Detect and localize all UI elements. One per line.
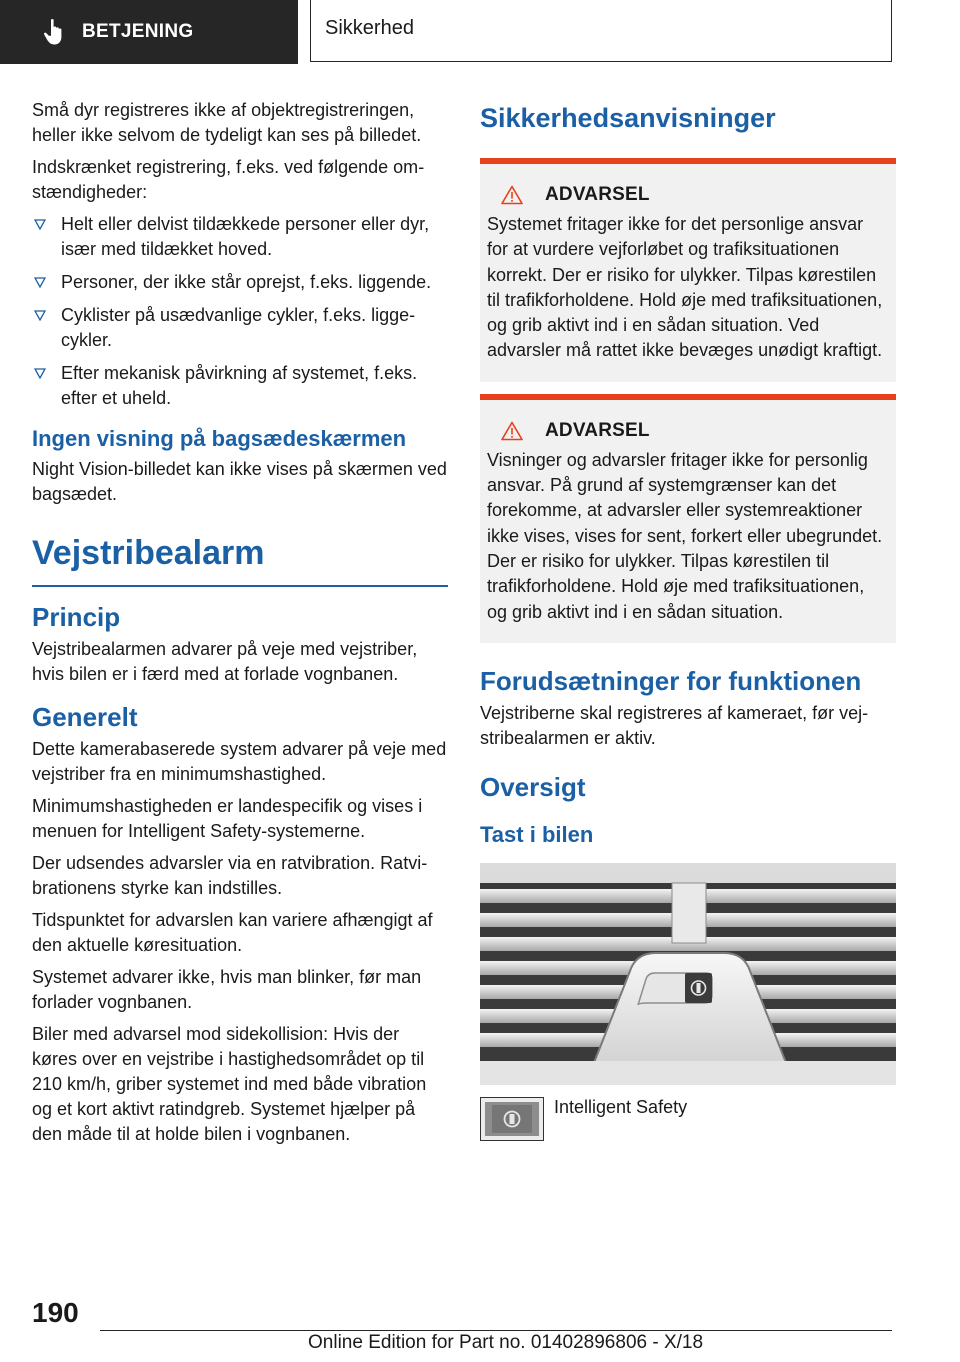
list-item: Personer, der ikke står oprejst, f.eks. liggende.	[32, 270, 448, 295]
warning-text: Systemet fritager ikke for det personlige ansvar for at vurdere vejforløbet og trafiksituationen korrekt. Der er risiko for ulykker. Tilpas kørestilen til trafikforholdene. Hold øje med trafiksituationen, og grib aktivt ind i en sådan situation. Ved advarsler må rattet ikke bevæges unødigt kraftigt.	[487, 214, 883, 361]
bullet-list	[32, 212, 448, 411]
list-item: Helt eller delvist tildækkede personer eller dyr, især med tildækket hoved.	[32, 212, 448, 262]
paragraph: Små dyr registreres ikke af objektregistreringen, heller ikke selvom de tydeligt kan ses på billedet.	[32, 100, 422, 145]
heading-general: Generelt	[32, 702, 138, 732]
paragraph: Minimumshastigheden er landespecifik og vises i menuen for Intelligent Safety-systemerne.	[32, 796, 423, 841]
warning-box	[480, 158, 896, 382]
photo-legend	[480, 1097, 896, 1141]
paragraph: Der udsendes advarsler via en ratvibration. Ratvibrationens styrke kan indstilles.	[32, 853, 428, 898]
paragraph: Dette kamerabaserede system advarer på veje med vejstriber fra en minimumshastighed.	[32, 739, 447, 784]
paragraph: Tidspunktet for advarslen kan variere afhængigt af den aktuelle køresituation.	[32, 910, 433, 955]
intelligent-safety-button-icon	[480, 1097, 544, 1141]
triangle-bullet-icon	[34, 368, 46, 379]
heading-overview: Oversigt	[480, 771, 586, 802]
warning-title: ADVARSEL	[545, 419, 650, 441]
left-column	[32, 98, 448, 1154]
list-item: Cyklister på usædvanlige cykler, f.eks. liggecykler.	[32, 303, 448, 353]
warning-title: ADVARSEL	[545, 184, 650, 205]
dashboard-button-photo	[480, 863, 896, 1085]
legend-label: Intelligent Safety	[554, 1096, 688, 1117]
footer-edition-text: Online Edition for Part no. 01402896806 - X/18	[308, 1332, 704, 1353]
paragraph: Systemet advarer ikke, hvis man blinker, før man forlader vognbanen.	[32, 967, 422, 1012]
paragraph: Indskrænket registrering, f.eks. ved følgende omstændigheder:	[32, 157, 425, 202]
subheading-rear-display: Ingen visning på bagsædeskærmen	[32, 426, 407, 451]
triangle-bullet-icon	[34, 310, 46, 321]
heading-principle: Princip	[32, 602, 121, 632]
paragraph: Biler med advarsel mod sidekollision: Hvis der køres over en vejstribe i hastighedsområdet op til 210 km/h, griber systemet ind med både vibration og et kort aktivt ratindgreb. Systemet hjælper på den måde til at holde bilen i vognbanen.	[32, 1024, 427, 1144]
heading-prerequisites: Forudsætninger for funktionen	[480, 665, 862, 696]
footer-divider	[100, 1330, 892, 1331]
chapter-title-box	[310, 0, 892, 62]
right-column	[480, 98, 896, 1141]
paragraph: Vejstribealarmen advarer på veje med vejstriber, hvis bilen er i færd med at forlade vognbanen.	[32, 639, 418, 684]
warning-box	[480, 394, 896, 643]
section-title: BETJENING	[82, 21, 194, 42]
triangle-bullet-icon	[34, 277, 46, 288]
warning-text: Visninger og advarsler fritager ikke for personlig ansvar. På grund af systemgrænser kan det forekomme, at advarsler eller systemreaktioner ikke vises, vises for sent, forkert eller ubegrundet. Der er risiko for ulykker. Tilpas kørestilen til trafikforholdene. Hold øje med trafiksituationen, og grib aktivt ind i en sådan situation.	[487, 449, 883, 622]
paragraph: Vejstriberne skal registreres af kameraet, før vejstribealarmen er aktiv.	[480, 702, 869, 748]
triangle-bullet-icon	[34, 219, 46, 230]
list-item: Efter mekanisk påvirkning af systemet, f.eks. efter et uheld.	[32, 361, 448, 411]
page-number: 190	[32, 1297, 79, 1328]
header-section-tab	[0, 0, 298, 64]
section-heading-lane-departure: Vejstribealarm	[32, 533, 448, 587]
paragraph: Night Vision-billedet kan ikke vises på skærmen ved bagsædet.	[32, 459, 447, 504]
warning-triangle-icon	[501, 185, 523, 205]
heading-button-in-car: Tast i bilen	[480, 821, 594, 847]
warning-triangle-icon	[501, 421, 523, 441]
chapter-title: Sikkerhed	[325, 17, 414, 39]
hand-pointer-icon	[42, 18, 66, 46]
heading-safety-notes: Sikkerhedsanvisninger	[480, 103, 776, 133]
